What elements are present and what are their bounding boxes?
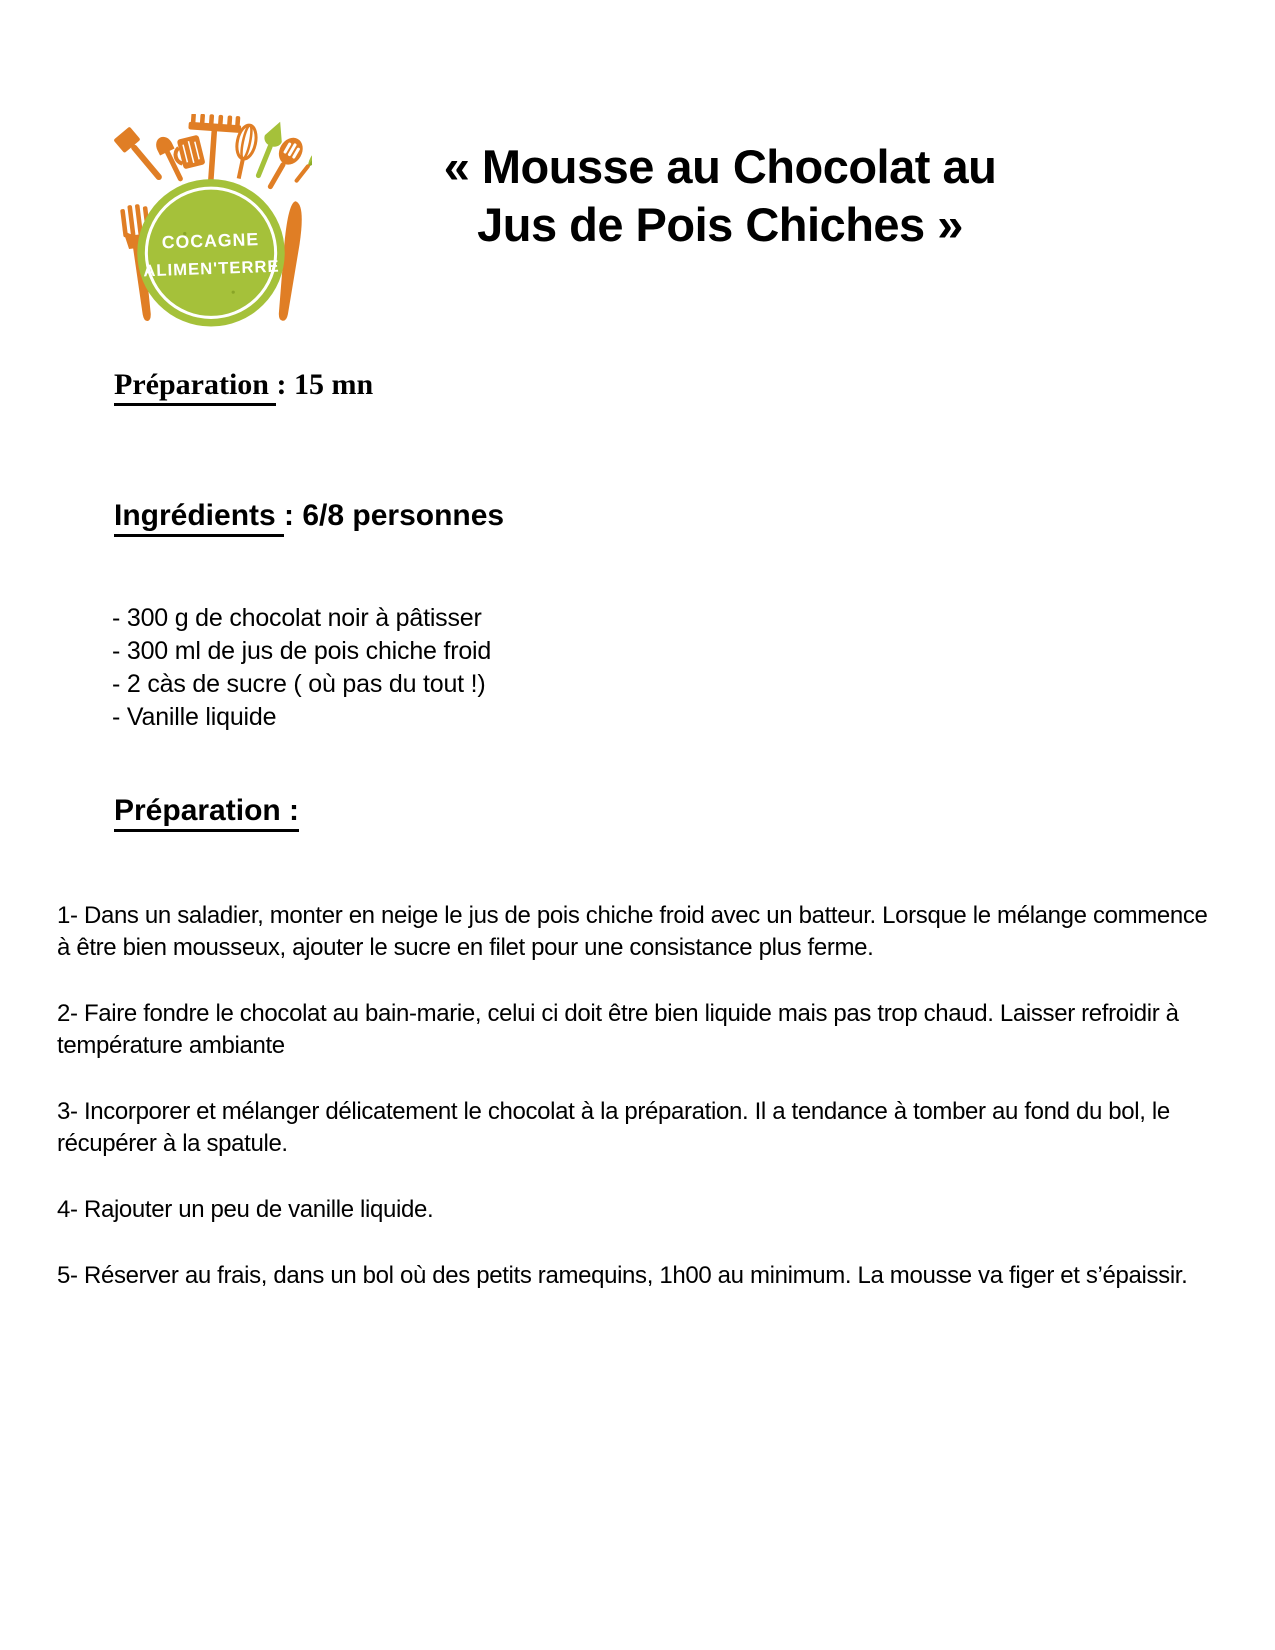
- ingredients-servings: : 6/8 personnes: [284, 499, 505, 532]
- logo-plate-utensils-icon: [110, 114, 312, 332]
- step-paragraph: 1- Dans un saladier, monter en neige le jus de pois chiche froid avec un batteur. Lorsque le mélange commence à être bien mousseux, ajouter le sucre en filet pour une consistance plus ferme.: [57, 902, 1208, 961]
- ingredients-list: [112, 602, 491, 734]
- logo-wordmark-line2: ALIMEN'TERRE: [142, 256, 280, 281]
- preparation-steps: [57, 900, 1215, 1326]
- spatula-icon: [113, 126, 168, 186]
- prep-time-value: : 15 mn: [276, 368, 374, 401]
- recipe-title-line2: Jus de Pois Chiches »: [477, 198, 963, 251]
- recipe-title: [320, 138, 1120, 254]
- step-paragraph: 4- Rajouter un peu de vanille liquide.: [57, 1196, 434, 1223]
- prep-time-label: Préparation: [114, 368, 276, 406]
- ingredient-item: - 2 càs de sucre ( où pas du tout !): [112, 670, 486, 698]
- step-paragraph: 2- Faire fondre le chocolat au bain-marie, celui ci doit être bien liquide mais pas trop chaud. Laisser refroidir à température ambiante: [57, 1000, 1179, 1059]
- step-paragraph: 5- Réserver au frais, dans un bol où des petits ramequins, 1h00 au minimum. La mousse va figer et s’épaissir.: [57, 1262, 1188, 1289]
- measuring-cup-icon: [172, 135, 206, 171]
- logo-dot: [232, 291, 235, 294]
- logo-wordmark-line1: COCAGNE: [161, 229, 260, 253]
- step-paragraph: 3- Incorporer et mélanger délicatement le chocolat à la préparation. Il a tendance à tomber au fond du bol, le récupérer à la spatule.: [57, 1098, 1170, 1157]
- ingredient-item: - Vanille liquide: [112, 703, 277, 731]
- preparation-heading-label: Préparation :: [114, 794, 299, 832]
- ingredients-label: Ingrédients: [114, 499, 284, 537]
- ingredient-item: - 300 ml de jus de pois chiche froid: [112, 637, 492, 665]
- recipe-title-line1: « Mousse au Chocolat au: [443, 140, 997, 193]
- logo-plate-circle: [137, 179, 284, 326]
- preparation-heading: [114, 794, 299, 828]
- ingredient-item: - 300 g de chocolat noir à pâtisser: [112, 604, 482, 632]
- ingredients-heading: [114, 499, 504, 533]
- prep-time-heading: [114, 368, 373, 402]
- cocagne-alimenterre-logo: [110, 114, 312, 332]
